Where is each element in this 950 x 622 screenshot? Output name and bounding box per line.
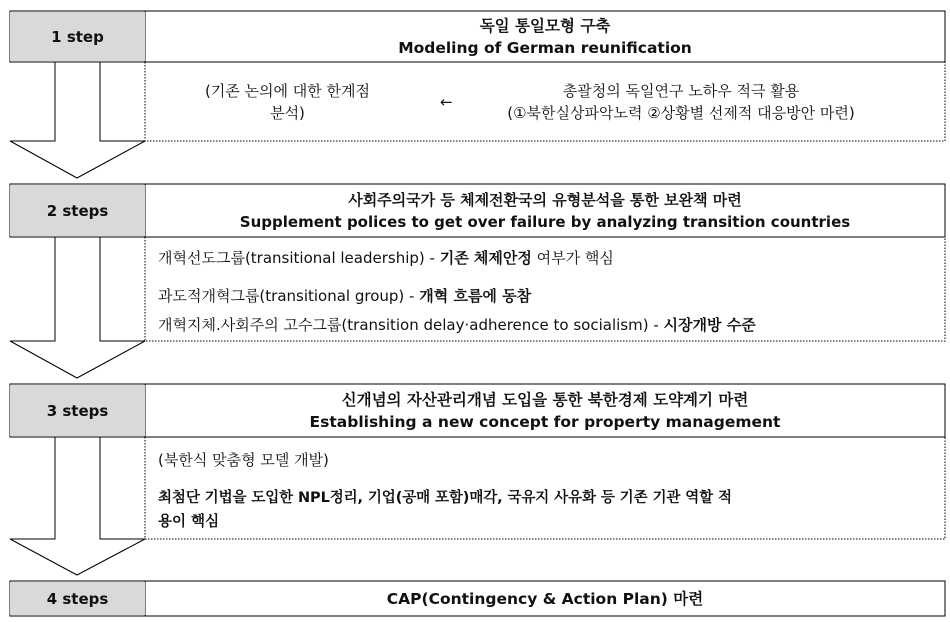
- step-3-title-ko: 신개념의 자산관리개념 도입을 통한 북한경제 도약계기 마련: [341, 390, 749, 409]
- step-2-title: [145, 184, 945, 237]
- step-3-bold-line-2: 용이 핵심: [158, 514, 220, 530]
- step-4-label: 4 steps: [10, 582, 145, 615]
- step-3-bold-line-1: 최첨단 기법을 도입한 NPL정리, 기업(공매 포함)매각, 국유지 사유화 등 기존 기관 역할 적: [158, 490, 732, 506]
- step-1-title-en: Modeling of German reunification: [398, 38, 692, 57]
- step-2-line-3: 개혁지체.사회주의 고수그룹(transition delay·adherence to socialism) - 시장개방 수준: [158, 316, 756, 334]
- step-1-right-note: 총괄청의 독일연구 노하우 적극 활용 (①북한실상파악노력 ②상황별 선제적 대응방안 마련): [507, 82, 855, 122]
- step-1-title: [145, 11, 945, 62]
- step-3-title: [145, 384, 945, 437]
- step-2-label: 2 steps: [10, 185, 145, 236]
- step-4-title: CAP(Contingency & Action Plan) 마련: [386, 589, 704, 608]
- step-1-title-ko: 독일 통일모형 구축: [479, 16, 611, 35]
- step-2-title-en: Supplement polices to get over failure by analyzing transition countries: [239, 212, 851, 231]
- step-2-line-2: 과도적개혁그룹(transitional group) - 개혁 흐름에 동참: [158, 287, 532, 305]
- step-1-label: 1 step: [10, 12, 145, 61]
- step-2-line-1: 개혁선도그룹(transitional leadership) - 기존 체제안정 여부가 핵심: [158, 249, 614, 267]
- down-arrow-2: [10, 237, 145, 378]
- step-3-note: (북한식 맞춤형 모델 개발): [158, 451, 329, 469]
- down-arrow-1: [10, 62, 145, 178]
- step-1-left-note: (기존 논의에 대한 한계점 분석): [204, 82, 371, 122]
- step-2-title-ko: 사회주의국가 등 체제전환국의 유형분석을 통한 보완책 마련: [348, 190, 742, 209]
- step-3-title-en: Establishing a new concept for property management: [309, 412, 781, 431]
- down-arrow-3: [10, 437, 145, 575]
- step-1-left-arrow: ←: [440, 93, 453, 111]
- step-3-label: 3 steps: [10, 385, 145, 436]
